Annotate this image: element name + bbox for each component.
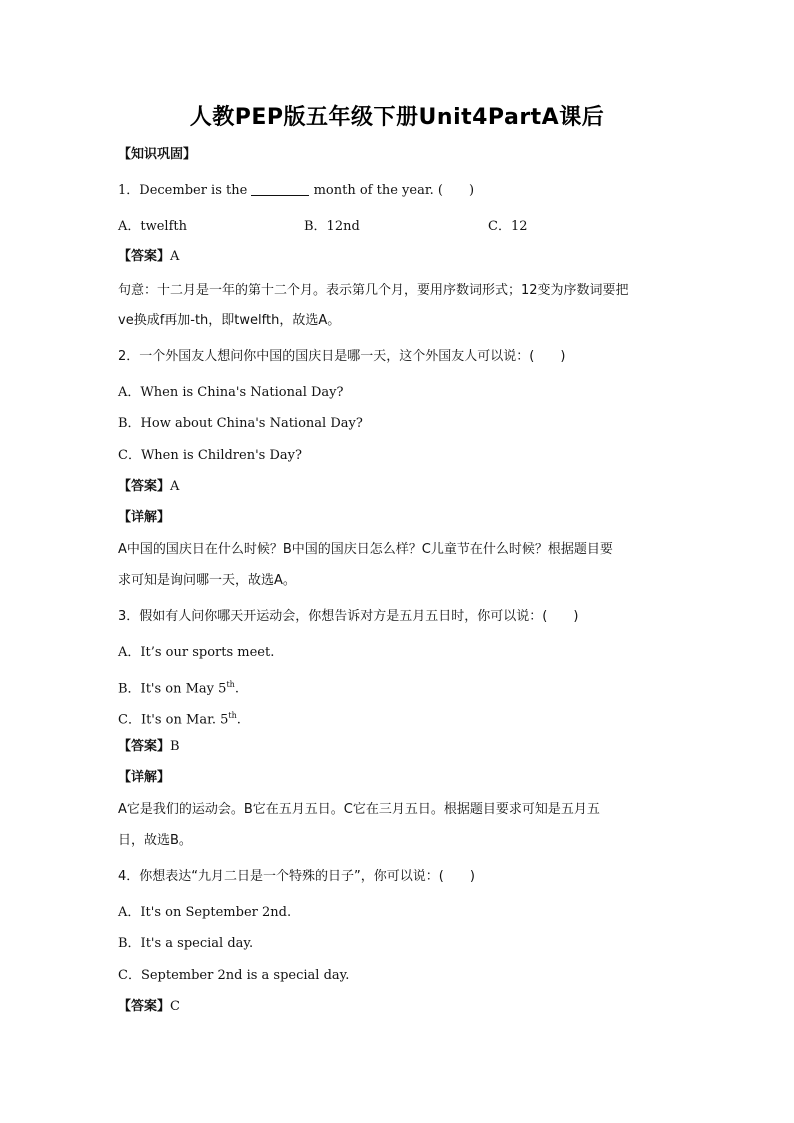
question-1-options [118, 218, 678, 236]
question-1-answer [118, 248, 179, 266]
question-1-stem-start: 1．December is the [118, 183, 248, 198]
answer-tag: 【答案】 [118, 479, 171, 494]
question-1-stem-end: month of the year. ( ) [313, 183, 475, 198]
question-2-explanation-line-1: A中国的国庆日在什么时候？B中国的国庆日怎么样？C儿童节在什么时候？根据题目要 [118, 542, 613, 557]
question-1-option-a: A．twelfth [118, 219, 187, 234]
answer-tag: 【答案】 [118, 249, 171, 264]
answer-value: A [170, 479, 180, 494]
question-1-explanation-line-1: 句意：十二月是一年的第十二个月。表示第几个月，要用序数词形式；12变为序数词要把 [118, 283, 629, 298]
question-3-option-c [118, 707, 241, 729]
answer-tag: 【答案】 [118, 999, 171, 1014]
question-4-answer [118, 998, 180, 1016]
question-1-option-b: B．12nd [304, 219, 360, 234]
question-1-explanation-line-2: ve换成f再加-th，即twelfth，故选A。 [118, 313, 341, 328]
question-3-option-b [118, 676, 239, 698]
answer-value: B [170, 739, 180, 754]
ordinal-suffix: th [228, 711, 237, 720]
question-3-answer [118, 738, 180, 756]
question-1-stem [118, 182, 474, 200]
question-3-explanation-line-1: A它是我们的运动会。B它在五月五日。C它在三月五日。根据题目要求可知是五月五 [118, 802, 600, 817]
question-4-option-c: C．September 2nd is a special day. [118, 968, 350, 983]
question-2-explanation-line-2: 求可知是询问哪一天，故选A。 [118, 573, 296, 588]
question-4-option-b: B．It's a special day. [118, 936, 254, 951]
answer-tag: 【答案】 [118, 739, 171, 754]
fill-blank [251, 182, 309, 196]
question-3-option-a: A．It’s our sports meet. [118, 645, 275, 660]
question-2-stem: 2．一个外国友人想问你中国的国庆日是哪一天，这个外国友人可以说：( ) [118, 349, 566, 364]
question-4-option-a: A．It's on September 2nd. [118, 905, 292, 920]
question-2-answer [118, 478, 179, 496]
period: . [234, 681, 239, 697]
question-3-detail-tag: 【详解】 [118, 770, 171, 785]
question-3-explanation-line-2: 日，故选B。 [118, 833, 192, 848]
answer-value: A [170, 249, 180, 264]
document-title: 人教PEP版五年级下册Unit4PartA课后 [189, 105, 605, 130]
ordinal-suffix: th [226, 680, 235, 689]
question-4-stem: 4．你想表达“九月二日是一个特殊的日子”，你可以说：( ) [118, 869, 475, 884]
question-2-detail-tag: 【详解】 [118, 510, 171, 525]
question-2-option-c: C．When is Children's Day? [118, 448, 302, 463]
question-3-stem: 3．假如有人问你哪天开运动会，你想告诉对方是五月五日时，你可以说：( ) [118, 609, 579, 624]
question-2-option-b: B．How about China's National Day? [118, 416, 363, 431]
section-heading: 【知识巩固】 [118, 147, 197, 162]
question-2-option-a: A．When is China's National Day? [118, 385, 344, 400]
question-3-option-c-text: C．It's on Mar. 5 [118, 712, 229, 728]
question-1-option-c: C．12 [488, 219, 528, 234]
period: . [236, 712, 241, 728]
question-3-option-b-text: B．It's on May 5 [118, 681, 227, 697]
answer-value: C [170, 999, 180, 1014]
